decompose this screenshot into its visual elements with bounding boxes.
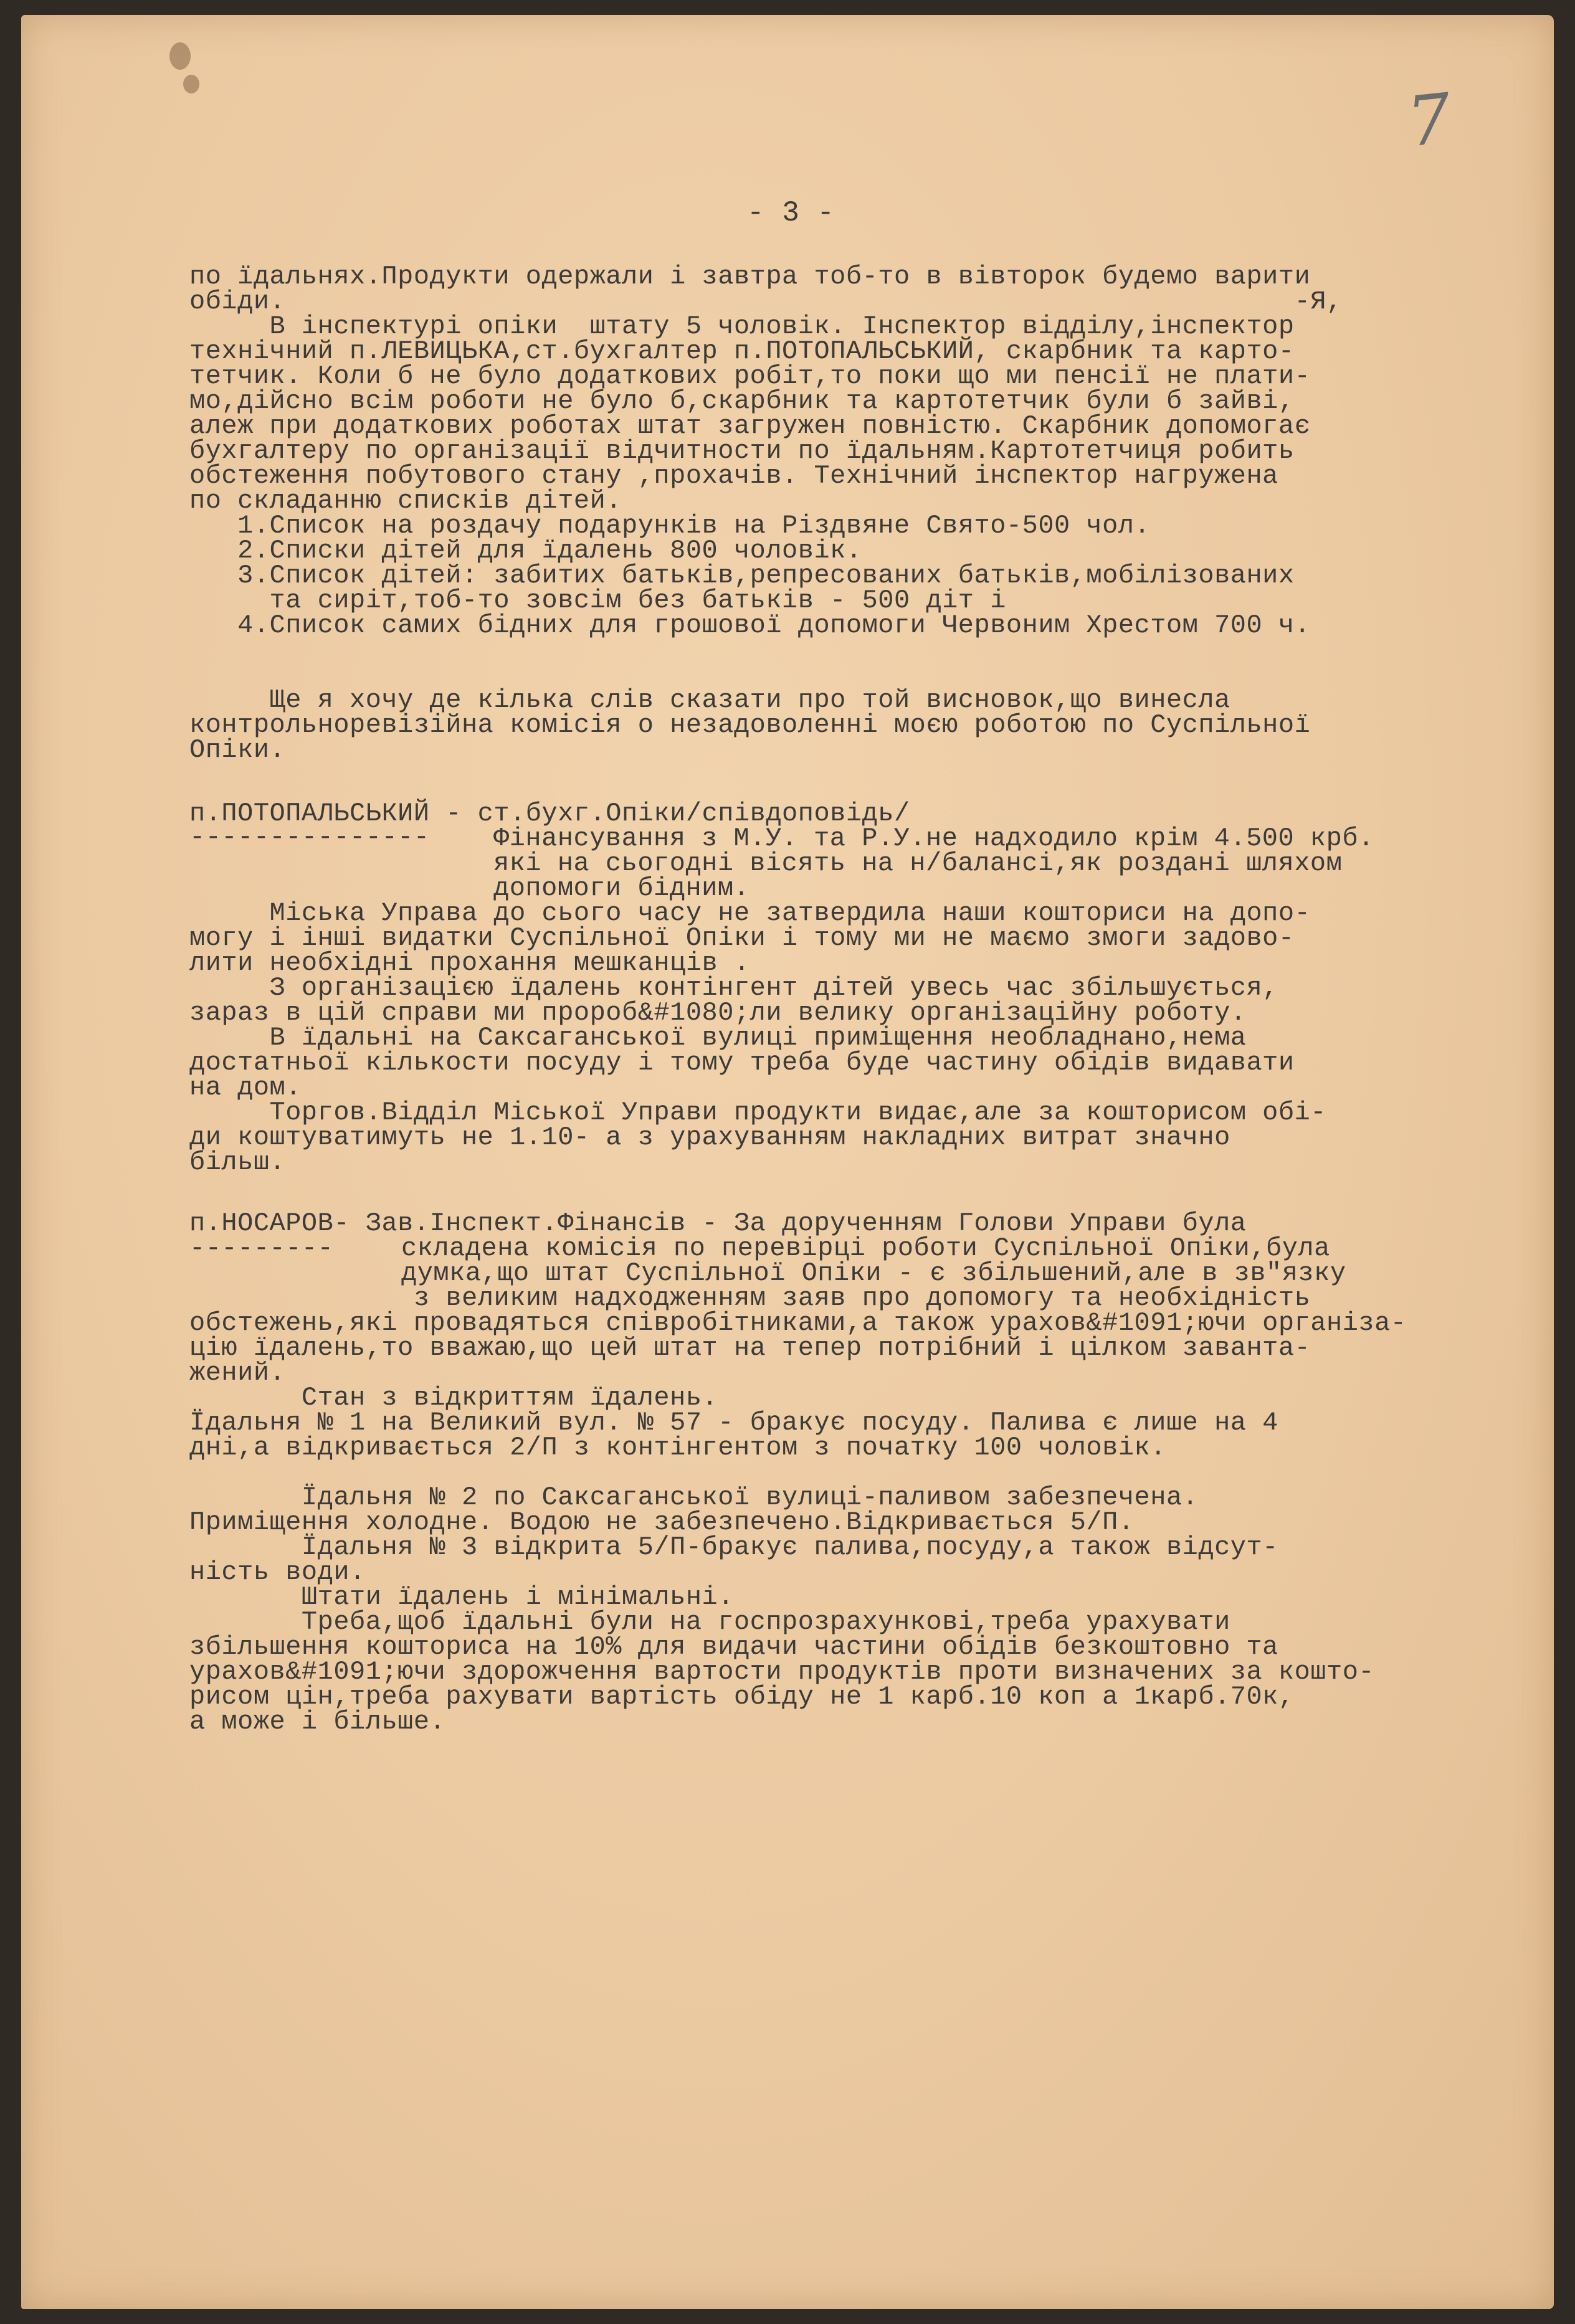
text-line: алеж при додаткових роботах штат загружен повністю. Скарбник допомогає xyxy=(189,411,1311,441)
speaker-underline: --------------- xyxy=(189,822,430,852)
text-line: обіди. -Я, xyxy=(189,287,1343,316)
text-line: допомоги бідним. xyxy=(493,873,750,903)
text-line: більш. xyxy=(189,1147,286,1177)
text-line: Фінансування з М.У. та Р.У.не надходило крім 4.500 крб. xyxy=(493,823,1374,853)
text-line: технічний п.ЛЕВИЦЬКА,ст.бухгалтер п.ПОТОПАЛЬСЬКИЙ, скарбник та карто- xyxy=(189,336,1295,366)
text-line: могу і інші видатки Суспільної Опіки і тому ми не маємо змоги задово- xyxy=(189,923,1295,953)
speaker-header: п.ПОТОПАЛЬСЬКИЙ - ст.бухг.Опіки/співдоповідь/ xyxy=(189,799,910,828)
text-line: тетчик. Коли б не було додаткових робіт,то поки що ми пенсії не плати- xyxy=(189,361,1311,391)
text-line: дні,а відкривається 2/П з контінгентом з початку 100 чоловік. xyxy=(189,1433,1166,1463)
text-line: по їдальнях.Продукти одержали і завтра тоб-то в вівторок будемо варити xyxy=(189,262,1311,292)
text-line: контрольноревізійна комісія о незадоволенні моєю роботою по Суспільної xyxy=(189,710,1311,740)
text-line: Торгов.Відділ Міської Управи продукти видає,але за кошторисом обі- xyxy=(189,1098,1326,1127)
text-line: обстеження побутового стану ,прохачів. Технічний інспектор нагружена xyxy=(189,461,1278,491)
text-line: урахов&#1091;ючи здорожчення вартости продуктів проти визначених за кошто- xyxy=(189,1657,1375,1687)
list-item: 3.Список дітей: забитих батьків,репресованих батьків,мобілізованих xyxy=(189,561,1295,590)
text-line: Їдальня № 3 відкрита 5/П-бракує палива,посуду,а також відсут- xyxy=(189,1532,1278,1562)
text-line: Приміщення холодне. Водою не забезпечено.Відкривається 5/П. xyxy=(189,1507,1135,1537)
document-sheet xyxy=(21,15,1554,2309)
text-line: обстежень,які провадяться співробітниками,а також урахов&#1091;ючи організа- xyxy=(189,1308,1407,1338)
text-line: ність води. xyxy=(189,1557,366,1587)
list-item: 2.Списки дітей для їдалень 800 чоловік. xyxy=(189,536,862,566)
text-line: жений. xyxy=(189,1358,286,1388)
text-line: Їдальня № 1 на Великий вул. № 57 - бракує посуду. Палива є лише на 4 xyxy=(189,1408,1278,1438)
speaker-header: п.НОСАРОВ- Зав.Інспект.Фінансів - За дорученням Голови Управи була xyxy=(189,1208,1247,1238)
text-line: Треба,щоб їдальні були на госпрозрахункові,треба урахувати xyxy=(189,1607,1230,1637)
text-line: цію їдалень,то вважаю,що цей штат на тепер потрібний і цілком заванта- xyxy=(189,1333,1311,1363)
speaker-underline: --------- xyxy=(189,1233,334,1263)
list-item: 1.Список на роздачу подарунків на Різдвяне Свято-500 чол. xyxy=(189,511,1151,541)
text-line: Ще я хочу де кілька слів сказати про той висновок,що винесла xyxy=(189,685,1230,715)
text-line: З організацією їдалень контінгент дітей увесь час збільшується, xyxy=(189,973,1278,1003)
page-number: - 3 - xyxy=(747,197,835,229)
folio-number: 7 xyxy=(1403,78,1455,163)
text-line: Їдальня № 2 по Саксаганської вулиці-паливом забезпечена. xyxy=(189,1482,1199,1512)
text-line: Стан з відкриттям їдалень. xyxy=(189,1383,718,1413)
text-line: збільшення кошториса на 10% для видачи частини обідів безкоштовно та xyxy=(189,1632,1278,1662)
text-line: Опіки. xyxy=(189,735,286,765)
text-line: бухгалтеру по організації відчитности по їдальням.Картотетчиця робить xyxy=(189,436,1295,466)
ink-stain xyxy=(183,75,199,93)
ink-stain xyxy=(169,42,191,70)
text-line: Міська Управа до сього часу не затвердила наши кошториси на допо- xyxy=(189,898,1311,928)
text-line: на дом. xyxy=(189,1073,302,1103)
text-line: думка,що штат Суспільної Опіки - є збільшений,але в зв"язку xyxy=(401,1258,1346,1288)
text-line: достатньої кількости посуду і тому треба буде частину обідів видавати xyxy=(189,1048,1295,1078)
text-line: складена комісія по перевірці роботи Суспільної Опіки,була xyxy=(401,1233,1330,1263)
text-line: лити необхідні прохання мешканців . xyxy=(189,948,750,978)
text-line: по складанню списків дітей. xyxy=(189,486,622,516)
text-line: а може і більше. xyxy=(189,1707,446,1737)
text-line: зараз в цій справи ми пророб&#1080;ли велику організаційну роботу. xyxy=(189,998,1247,1028)
text-line: з великим надходженням заяв про допомогу та необхідність xyxy=(414,1283,1311,1313)
text-line: ди коштуватимуть не 1.10- а з урахуванням накладних витрат значно xyxy=(189,1122,1230,1152)
text-line: мо,дійсно всім роботи не було б,скарбник та картотетчик були б зайві, xyxy=(189,386,1295,416)
text-line: В інспектурі опіки штату 5 чоловік. Інспектор відділу,інспектор xyxy=(189,311,1295,341)
list-item: 4.Список самих бідних для грошової допомоги Червоним Хрестом 700 ч. xyxy=(189,610,1311,640)
list-item: та сиріт,тоб-то зовсім без батьків - 500 діт і xyxy=(189,586,1006,615)
text-line: рисом цін,треба рахувати вартість обіду не 1 карб.10 коп а 1карб.70к, xyxy=(189,1682,1295,1712)
text-line: В їдальні на Саксаганської вулиці приміщення необладнано,нема xyxy=(189,1023,1247,1053)
text-line: Штати їдалень і мінімальні. xyxy=(189,1582,734,1612)
text-line: які на сьогодні вісять на н/балансі,як роздані шляхом xyxy=(493,848,1343,878)
